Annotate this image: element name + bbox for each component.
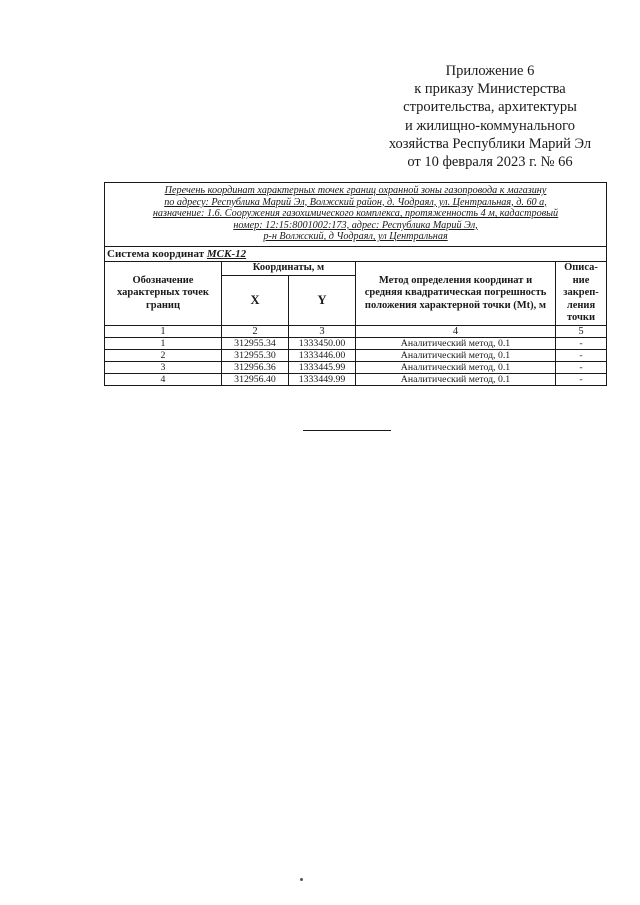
column-number: 5: [556, 325, 607, 337]
cell-x: 312955.30: [222, 349, 289, 361]
header-y: Y: [289, 275, 356, 325]
coordinates-table: [104, 182, 607, 386]
header-line: и жилищно-коммунального: [404, 117, 576, 134]
coordinate-system-name: МСК-12: [206, 247, 247, 260]
cell-method: Аналитический метод, 0.1: [356, 373, 556, 385]
scan-dot: [300, 878, 303, 881]
cell-point: 4: [105, 373, 222, 385]
appendix-header: [340, 62, 640, 171]
caption-line: назначение: 1.6. Сооружения газохимического комплекса, протяженность 4 м, кадастровый: [152, 208, 559, 220]
caption-line: Перечень координат характерных точек границ охранной зоны газопровода к магазину: [164, 185, 547, 196]
cell-method: Аналитический метод, 0.1: [356, 349, 556, 361]
caption-line: по адресу: Республика Марий Эл, Волжский район, д. Чодраял, ул. Центральная, д. 60 а,: [164, 196, 547, 208]
cell-point: 1: [105, 337, 222, 349]
column-number: 2: [222, 325, 289, 337]
header-line: к приказу Министерства: [414, 81, 566, 98]
header-x: X: [222, 275, 289, 325]
header-line: строительства, архитектуры: [403, 99, 577, 116]
table-row: [105, 349, 607, 361]
caption-line: р-н Волжский, д Чодраял, ул Центральная: [263, 231, 448, 243]
column-number: 4: [356, 325, 556, 337]
caption-line: номер: 12:15:8001002:173, адрес: Республика Марий Эл,: [233, 219, 478, 231]
header-line: хозяйства Республики Марий Эл: [388, 135, 592, 152]
cell-x: 312956.36: [222, 361, 289, 373]
header-line: Приложение 6: [445, 63, 535, 79]
cell-method: Аналитический метод, 0.1: [356, 337, 556, 349]
column-number: 1: [105, 325, 222, 337]
table-row: [105, 373, 607, 385]
cell-x: 312955.34: [222, 337, 289, 349]
cell-point: 3: [105, 361, 222, 373]
cell-y: 1333450.00: [289, 337, 356, 349]
cell-description: -: [556, 349, 607, 361]
header-coordinates: Координаты, м: [222, 261, 356, 275]
cell-description: -: [556, 361, 607, 373]
header-method: Метод определения координат и средняя квадратическая погрешность положения характерной точки (Mt), м: [356, 261, 556, 325]
column-number: 3: [289, 325, 356, 337]
header-designation: Обозначение характерных точек границ: [105, 261, 222, 325]
coordinate-system-label: Система координат: [107, 247, 205, 260]
header-line: от 10 февраля 2023 г. № 66: [407, 154, 573, 171]
coordinate-system-row: [105, 246, 607, 261]
cell-x: 312956.40: [222, 373, 289, 385]
column-number-row: [105, 325, 607, 337]
table-caption: [105, 183, 607, 247]
table-row: [105, 337, 607, 349]
cell-description: -: [556, 373, 607, 385]
table-row: [105, 361, 607, 373]
cell-y: 1333449.99: [289, 373, 356, 385]
cell-method: Аналитический метод, 0.1: [356, 361, 556, 373]
cell-y: 1333446.00: [289, 349, 356, 361]
cell-point: 2: [105, 349, 222, 361]
header-description: Описа-ние закреп-ления точки: [556, 261, 607, 325]
end-divider-line: [303, 430, 391, 431]
cell-y: 1333445.99: [289, 361, 356, 373]
cell-description: -: [556, 337, 607, 349]
